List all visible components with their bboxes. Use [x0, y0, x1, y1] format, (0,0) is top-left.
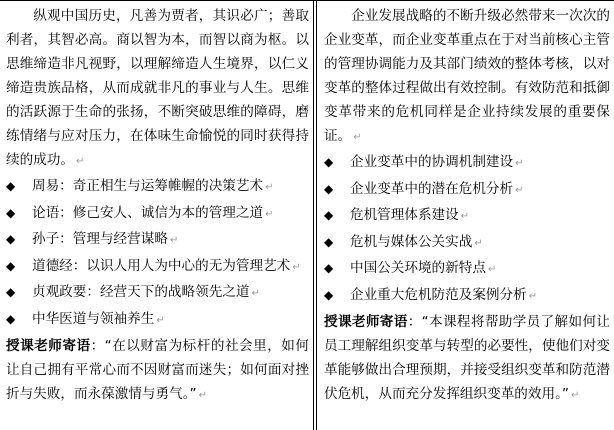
teacher-message-text: ：“在以财富为标杆的社会里，如何让自己拥有平常心而不因财富而迷失；如何面对挫折与失败，而永葆激情与勇气。” — [6, 338, 309, 402]
left-teacher-message — [6, 334, 309, 408]
list-item-text: 贞观政要：经营天下的战略领先之道 — [32, 284, 250, 300]
diamond-bullet-icon: ◆ — [324, 234, 334, 249]
paragraph-mark-icon: ↵ — [169, 235, 179, 246]
paragraph-mark-icon: ↵ — [460, 211, 470, 222]
list-item-text: 企业变革中的潜在危机分析 — [350, 180, 514, 197]
list-item-text: 孙子：管理与经营谋略 — [32, 231, 168, 247]
paragraph-mark-icon: ↵ — [251, 288, 260, 299]
left-intro-text: 纵观中国历史，凡善为贾者，其识必广；善取利者，其智必高。商以智为本，而智以商为枢。以思维缔造非凡视野，以理解缔造人生境界，以仁义缔造贵族品格，从而成就非凡的事业与人生。思维的活跃源于生命的张扬，不断突破思维的障碍，磨练情绪与应对压力，在体味生命愉悦的同时获得持续的成功。 — [6, 8, 309, 168]
left-course-list — [6, 174, 309, 333]
paragraph-mark-icon: ↵ — [515, 158, 524, 169]
paragraph-mark-icon: ↵ — [487, 264, 497, 275]
list-item-text: 中华医道与领袖养生 — [32, 310, 155, 327]
list-item-text: 道德经：以识人用人为中心的无为管理艺术 — [32, 257, 291, 274]
list-item — [6, 307, 309, 334]
teacher-message-text: ：“本课程将帮助学员了解如何让员工理解组织变革与转型的必要性，使他们对变革能够做出合理预期，并接受组织变革和防范潜伏危机，从而充分发挥组织变革的效用。” — [324, 314, 610, 402]
diamond-bullet-icon: ◆ — [324, 287, 334, 302]
right-column — [316, 1, 614, 430]
left-column — [0, 1, 313, 430]
list-item — [6, 227, 309, 254]
diamond-bullet-icon: ◆ — [6, 258, 16, 273]
diamond-bullet-icon: ◆ — [6, 311, 16, 326]
list-item — [324, 283, 610, 310]
diamond-bullet-icon: ◆ — [6, 285, 16, 299]
list-item-text: 论语：修己安人、诚信为本的管理之道 — [32, 204, 264, 221]
list-item — [324, 203, 610, 230]
right-teacher-message — [324, 310, 610, 408]
diamond-bullet-icon: ◆ — [324, 261, 334, 275]
list-item-text: 危机与媒体公关实战 — [350, 233, 473, 250]
paragraph-mark-icon: ↵ — [353, 132, 362, 143]
diamond-bullet-icon: ◆ — [324, 155, 334, 169]
list-item — [6, 201, 309, 228]
list-item-text: 周易：奇正相生与运筹帷幄的决策艺术 — [32, 178, 264, 194]
left-intro-paragraph — [6, 4, 309, 174]
paragraph-mark-icon: ↵ — [75, 156, 85, 167]
paragraph-mark-icon: ↵ — [292, 261, 301, 273]
list-item-text: 企业重大危机防范及案例分析 — [350, 286, 527, 303]
paragraph-mark-icon: ↵ — [265, 182, 274, 193]
paragraph-mark-icon: ↵ — [474, 237, 483, 249]
list-item — [6, 280, 309, 307]
diamond-bullet-icon: ◆ — [324, 181, 334, 196]
right-intro-paragraph — [324, 4, 610, 150]
right-intro-text: 企业发展战略的不断升级必然带来一次次的企业变革，而企业变革重点在于对当前核心主管的管理协调能力及其部门绩效的整体考核，以对变革的整体过程做出有效控制。有效防范和抵御变革带来的危机同样是企业持续发展的重要保证。 — [324, 8, 610, 144]
paragraph-mark-icon: ↵ — [265, 208, 274, 220]
paragraph-mark-icon: ↵ — [528, 290, 538, 302]
list-item-text: 危机管理体系建设 — [350, 207, 459, 223]
list-item-text: 中国公关环境的新特点 — [350, 260, 486, 276]
list-item — [6, 254, 309, 281]
diamond-bullet-icon: ◆ — [6, 232, 16, 246]
list-item — [324, 230, 610, 257]
right-course-list — [324, 150, 610, 309]
paragraph-mark-icon: ↵ — [515, 184, 524, 196]
diamond-bullet-icon: ◆ — [324, 208, 334, 222]
paragraph-mark-icon: ↵ — [156, 314, 165, 326]
diamond-bullet-icon: ◆ — [6, 179, 16, 193]
column-divider-left — [313, 1, 314, 430]
list-item — [324, 150, 610, 177]
paragraph-mark-icon: ↵ — [570, 390, 580, 401]
list-item — [324, 256, 610, 283]
teacher-message-label: 授课老师寄语 — [6, 338, 91, 354]
list-item — [324, 177, 610, 204]
diamond-bullet-icon: ◆ — [6, 205, 16, 220]
list-item — [6, 174, 309, 201]
teacher-message-label: 授课老师寄语 — [324, 314, 408, 330]
paragraph-mark-icon: ↵ — [198, 390, 207, 401]
list-item-text: 企业变革中的协调机制建设 — [350, 154, 514, 170]
